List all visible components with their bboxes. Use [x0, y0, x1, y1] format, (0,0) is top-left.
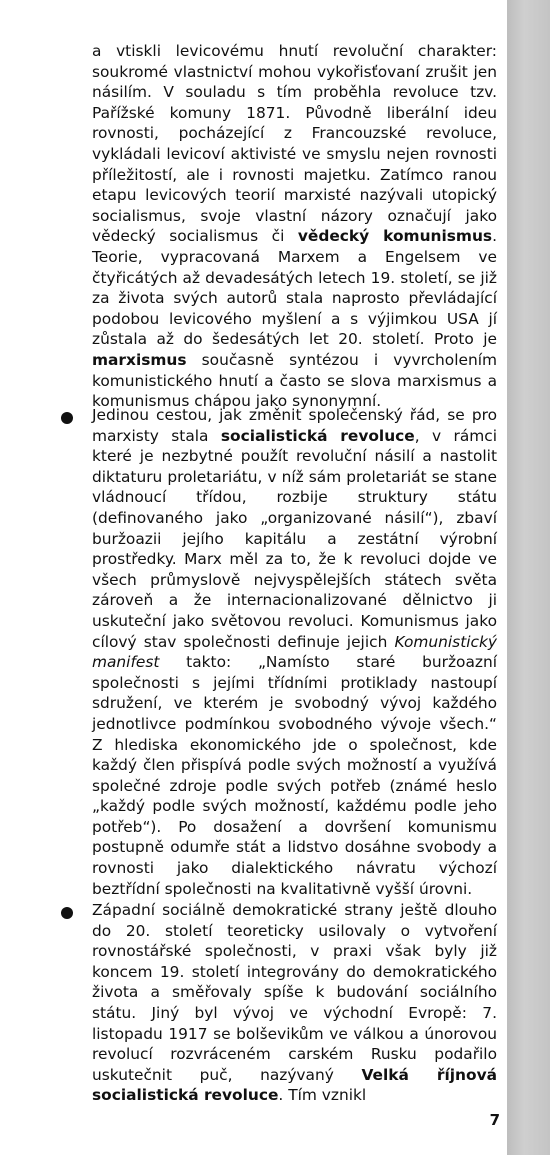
paragraph-2-text-2: , v rámci které je nezbytné použít revoluční násilí a nastolit diktaturu proletariátu, v níž sám proletariát se stane vládnoucí třídou, rozbije struktury státu (definovaného jako „organizované násilí“), zbaví buržoazii jejího kapitálu a zestátní výrobní prostředky. Marx měl za to, že k revoluci dojde ve všech průmyslově nejvyspělejších státech světa zároveň a že internacionalizované dělnictvo ji uskuteční jako světovou revoluci. Komunismus jako cílový stav společnosti definuje jejich: [92, 426, 497, 651]
paragraph-1-text-2: . Teorie, vypracovaná Marxem a Engelsem ve čtyřicátých až devadesátých letech 19. století, se již za života svých autorů stala naprosto převládající podobou levicového myšlení a s výjimkou USA jí zůstala až do šedesátých let 20. století. Proto je: [92, 227, 497, 349]
title-komunisticky-manifest: Komunistický manifest: [92, 632, 497, 672]
paragraph-1-text-3: současně syntézou i vyvrcholením komunistického hnutí a často se slova marxismus a komunismus chápou jako synonymní.: [92, 350, 497, 411]
paragraph-3-text-2: . Tím vznikl: [278, 1086, 367, 1105]
page-edge-strip: [507, 0, 550, 1155]
term-vedecky-komunismus: vědecký komunismus: [297, 227, 493, 246]
bullet-dot-icon: [61, 412, 73, 424]
paragraph-2-text-1: Jedinou cestou, jak změnit společenský řád, se pro marxisty stala: [92, 406, 497, 445]
paragraph-3-text-1: Západní sociálně demokratické strany ještě dlouho do 20. století teoreticky usilovaly o vytvoření rovnostářské společnosti, v praxi však byly již koncem 19. století integrovány do demokratického života a směřovaly spíše k budování sociálního státu. Jiný byl vývoj ve východní Evropě: 7. listopadu 1917 se bolševikům ve válkou a únorovou revolucí rozvráceném carském Rusku podařilo uskutečnit puč, nazývaný: [92, 901, 497, 1084]
paragraph-2: [92, 405, 497, 899]
paragraph-1: [92, 41, 497, 412]
paragraph-2-text-3: takto: „Namísto staré buržoazní společnosti s jejími třídními protiklady nastoupí sdružení, ve kterém je svobodný vývoj každého jednotlivce podmínkou svobodného vývoje všech.“ Z hlediska ekonomického jde o společnost, kde každý člen přispívá podle svých možností a využívá společné zdroje podle svých potřeb (známé heslo „každý podle svých možností, každému podle jeho potřeb“). Po dosažení a dovršení komunismu postupně odumře stát a lidstvo dosáhne svobody a rovnosti jako dialektického návratu výchozí beztřídní společnosti na kvalitativně vyšší úrovni.: [92, 653, 497, 898]
paragraph-3: [92, 900, 497, 1106]
paragraph-1-text-1: a vtiskli levicovému hnutí revoluční charakter: soukromé vlastnictví mohou vykořisťovaní zrušit jen násilím. V souladu s tím proběhla revoluce tzv. Pařížské komuny 1871. Původně liberální ideu rovnosti, pocházející z Francouzské revoluce, vykládali levicoví aktivisté ve smyslu nejen rovnosti příležitostí, ale i rovnosti majetku. Zatímco ranou etapu levicových teorií marxisté nazývali utopický socialismus, svoje vlastní názory označují jako vědecký socialismus či: [92, 42, 497, 246]
term-socialisticka-revoluce: socialistická revoluce: [220, 426, 415, 445]
term-velka-rijnova-revoluce: Velká říjnová socialistická revoluce: [92, 1065, 497, 1105]
page-number: 7: [489, 1111, 500, 1129]
term-marxismus: marxismus: [92, 350, 187, 369]
bullet-dot-icon: [61, 907, 73, 919]
